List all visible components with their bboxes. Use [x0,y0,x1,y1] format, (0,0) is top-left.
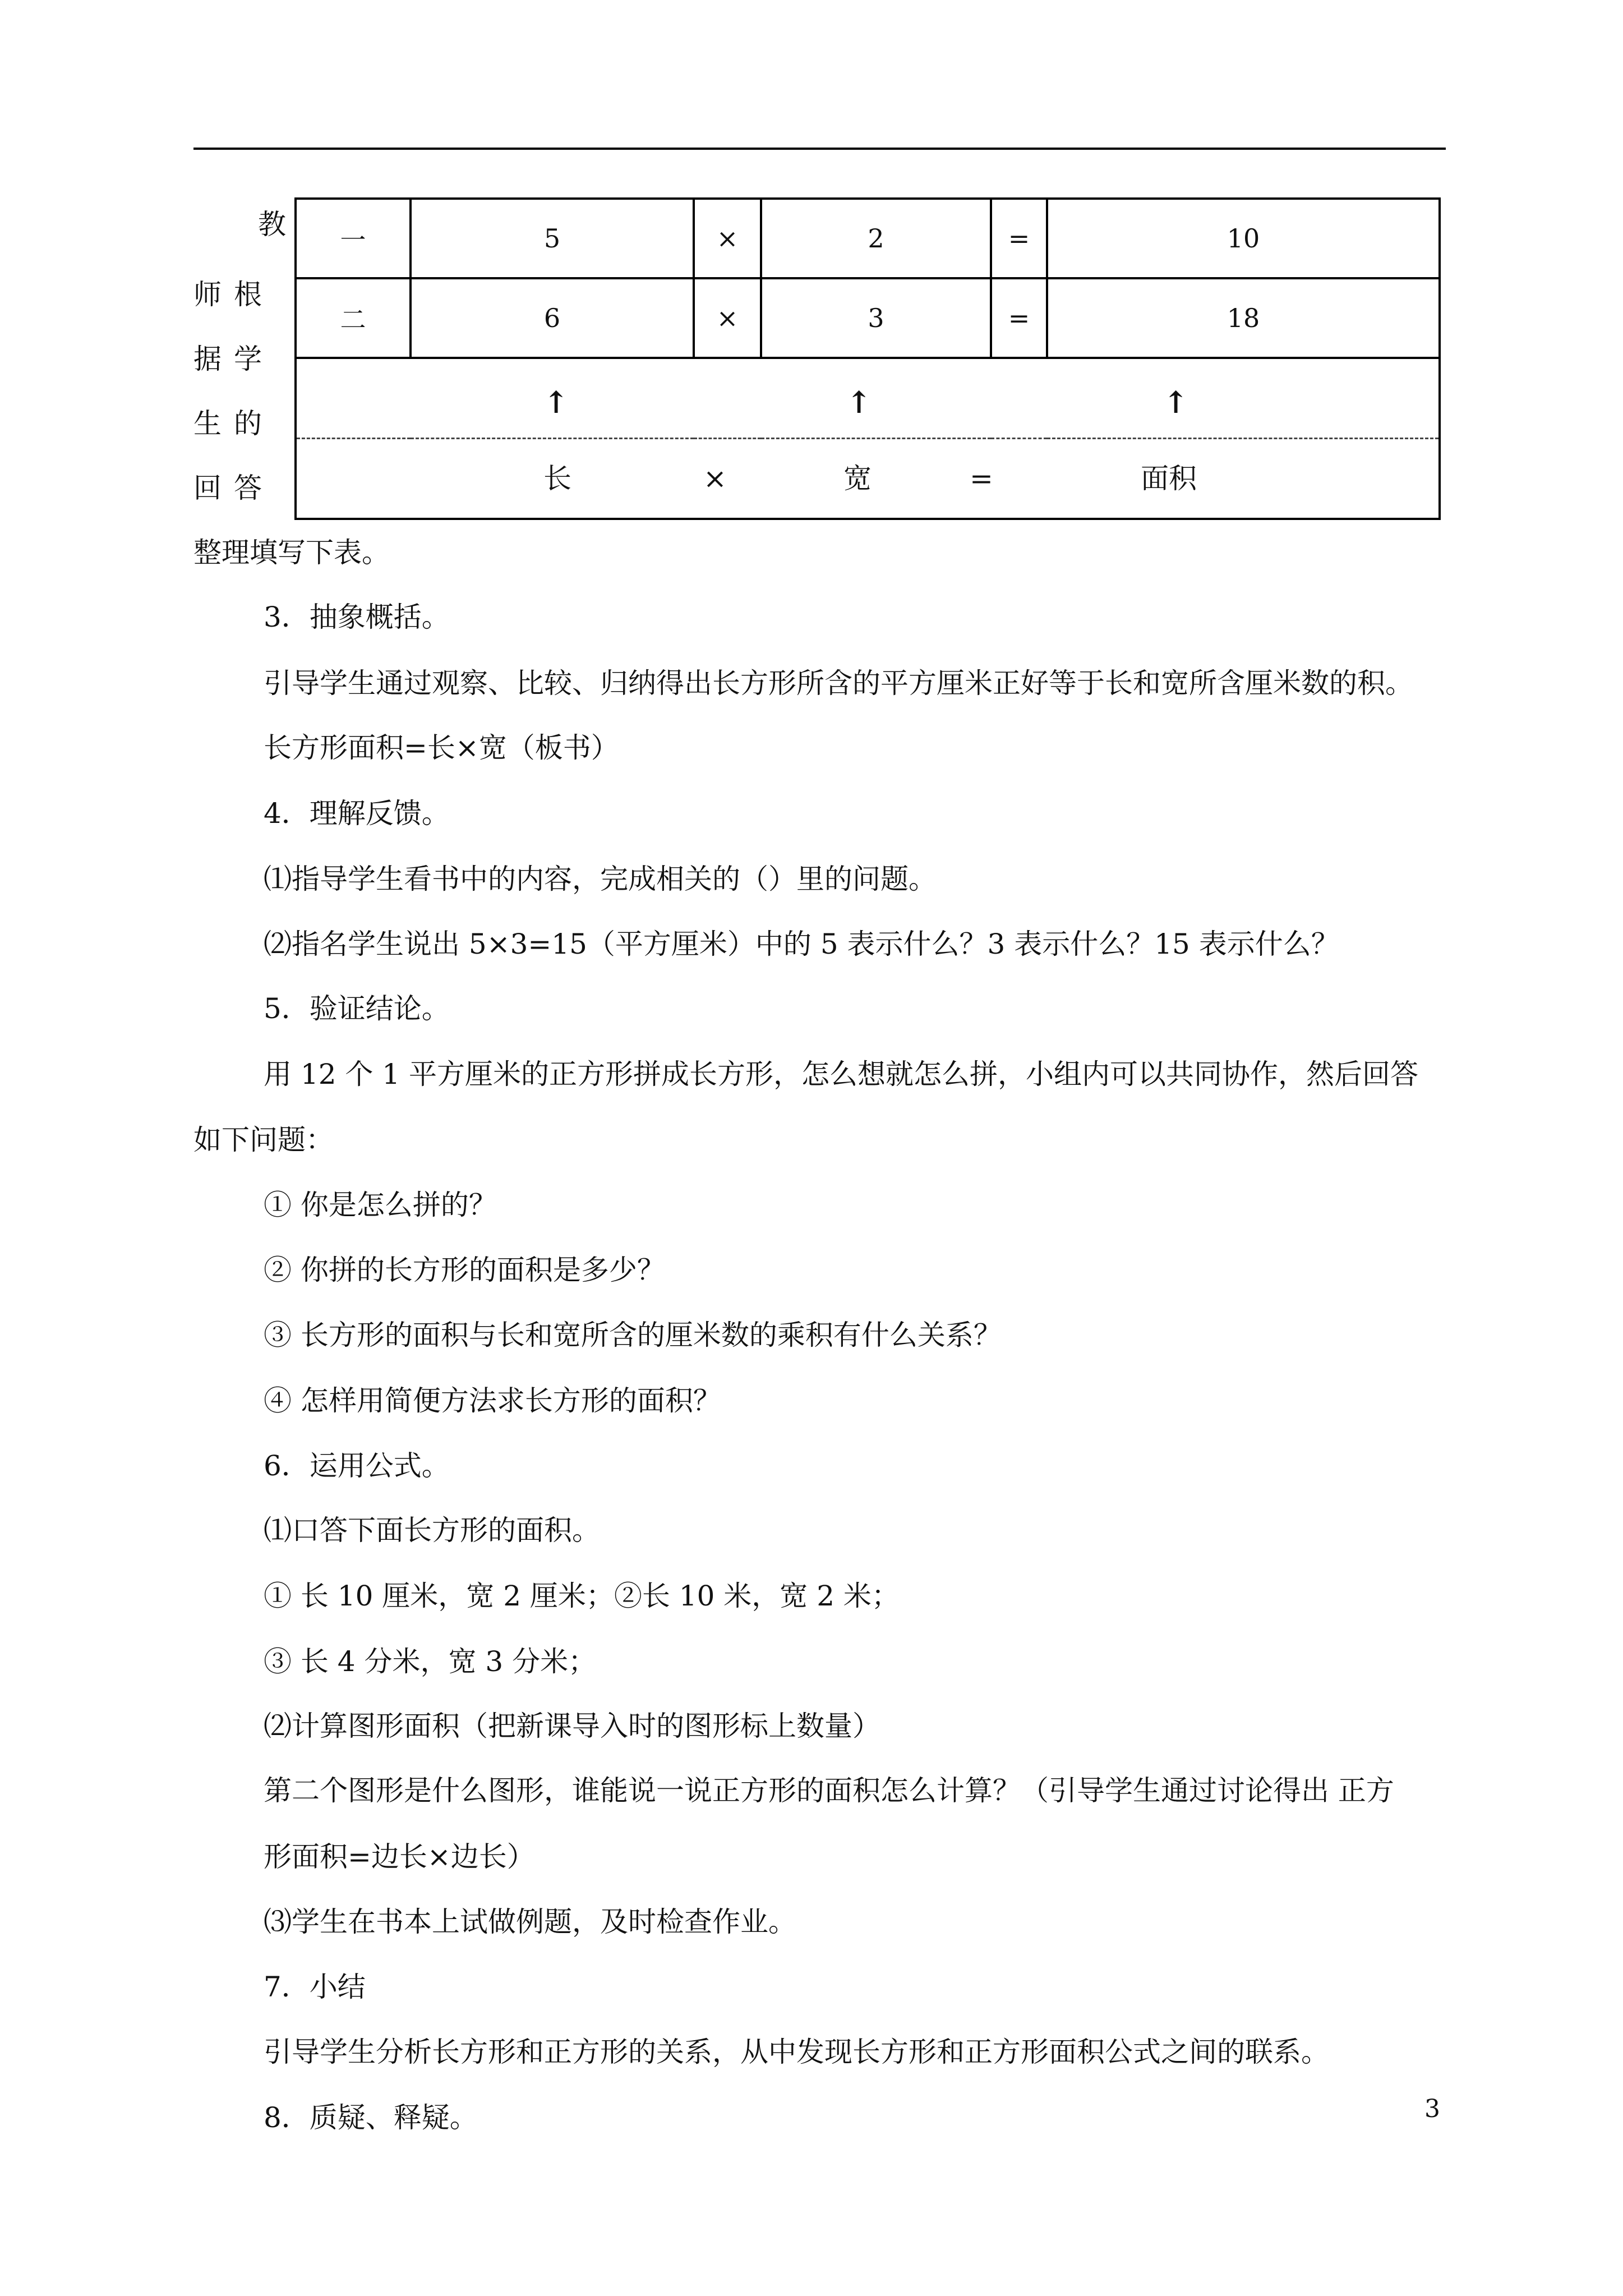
cell-length: 6 [411,278,694,358]
section-heading: 3．抽象概括。 [264,601,450,633]
side-text-line: 教 [258,208,286,241]
section-heading: 4．理解反馈。 [264,797,450,830]
header-rule [193,148,1446,150]
cell-result: 18 [1047,278,1440,358]
arrow-row [296,358,1440,439]
arrow-up-icon: ↑ [846,384,872,420]
paragraph: 用 12 个 1 平方厘米的正方形拼成长方形，怎么想就怎么拼，小组内可以共同协作，然后回答 [264,1058,1419,1091]
section-heading: 8．质疑、释疑。 [264,2101,478,2134]
section-heading: 7．小结 [264,1971,366,2003]
cell-equals: = [991,199,1047,278]
cell-operator: × [694,278,761,358]
formula-times: × [703,462,727,495]
arrow-up-icon: ↑ [1163,384,1189,420]
list-item: ① 你是怎么拼的？ [264,1189,497,1221]
paragraph: 引导学生通过观察、比较、归纳得出长方形所含的平方厘米正好等于长和宽所含厘米数的积。 [264,667,1413,700]
cell-width: 3 [761,278,991,358]
table-row [296,278,1440,358]
formula-row [296,439,1440,519]
row-label: 二 [296,278,411,358]
side-text-line: 生的 [193,407,274,440]
paragraph: 长方形面积=长×宽（板书） [264,731,619,764]
paragraph: ⑴指导学生看书中的内容，完成相关的（）里的问题。 [264,863,937,895]
list-item: ① 长 10 厘米，宽 2 厘米；②长 10 米，宽 2 米； [264,1580,900,1612]
paragraph: 引导学生分析长方形和正方形的关系，从中发现长方形和正方形面积公式之间的联系。 [264,2036,1329,2068]
paragraph: 如下问题： [193,1124,334,1156]
list-item: ② 你拼的长方形的面积是多少？ [264,1254,665,1286]
side-text-line: 师根 [193,278,274,311]
cell-equals: = [991,278,1047,358]
cell-operator: × [694,199,761,278]
formula-area: 面积 [1141,462,1197,495]
paragraph: ⑶学生在书本上试做例题，及时检查作业。 [264,1906,796,1938]
paragraph: ⑵指名学生说出 5×3=15（平方厘米）中的 5 表示什么？3 表示什么？15 表示什么？ [264,928,1339,960]
list-item: ③ 长方形的面积与长和宽所含的厘米数的乘积有什么关系？ [264,1319,1002,1351]
formula-width: 宽 [843,462,872,495]
row-label: 一 [296,199,411,278]
paragraph: ⑵计算图形面积（把新课导入时的图形标上数量） [264,1710,880,1742]
list-item: ③ 长 4 分米，宽 3 分米； [264,1645,597,1678]
list-item: ④ 怎样用简便方法求长方形的面积？ [264,1384,721,1417]
formula-equals: = [970,462,993,495]
arrow-up-icon: ↑ [543,384,569,420]
cell-result: 10 [1047,199,1440,278]
table-row [296,199,1440,278]
multiplication-table [294,197,1441,520]
formula-length: 长 [543,462,571,495]
paragraph: 整理填写下表。 [193,536,390,569]
cell-width: 2 [761,199,991,278]
cell-length: 5 [411,199,694,278]
page-number: 3 [1424,2095,1440,2123]
side-text-line: 回答 [193,472,274,504]
section-heading: 6．运用公式。 [264,1450,450,1482]
section-heading: 5．验证结论。 [264,992,450,1025]
paragraph: 第二个图形是什么图形，谁能说一说正方形的面积怎么计算？（引导学生通过讨论得出 正方 [264,1774,1394,1807]
paragraph: ⑴口答下面长方形的面积。 [264,1514,600,1547]
paragraph: 形面积=边长×边长） [264,1841,535,1873]
side-text-line: 据学 [193,343,274,375]
